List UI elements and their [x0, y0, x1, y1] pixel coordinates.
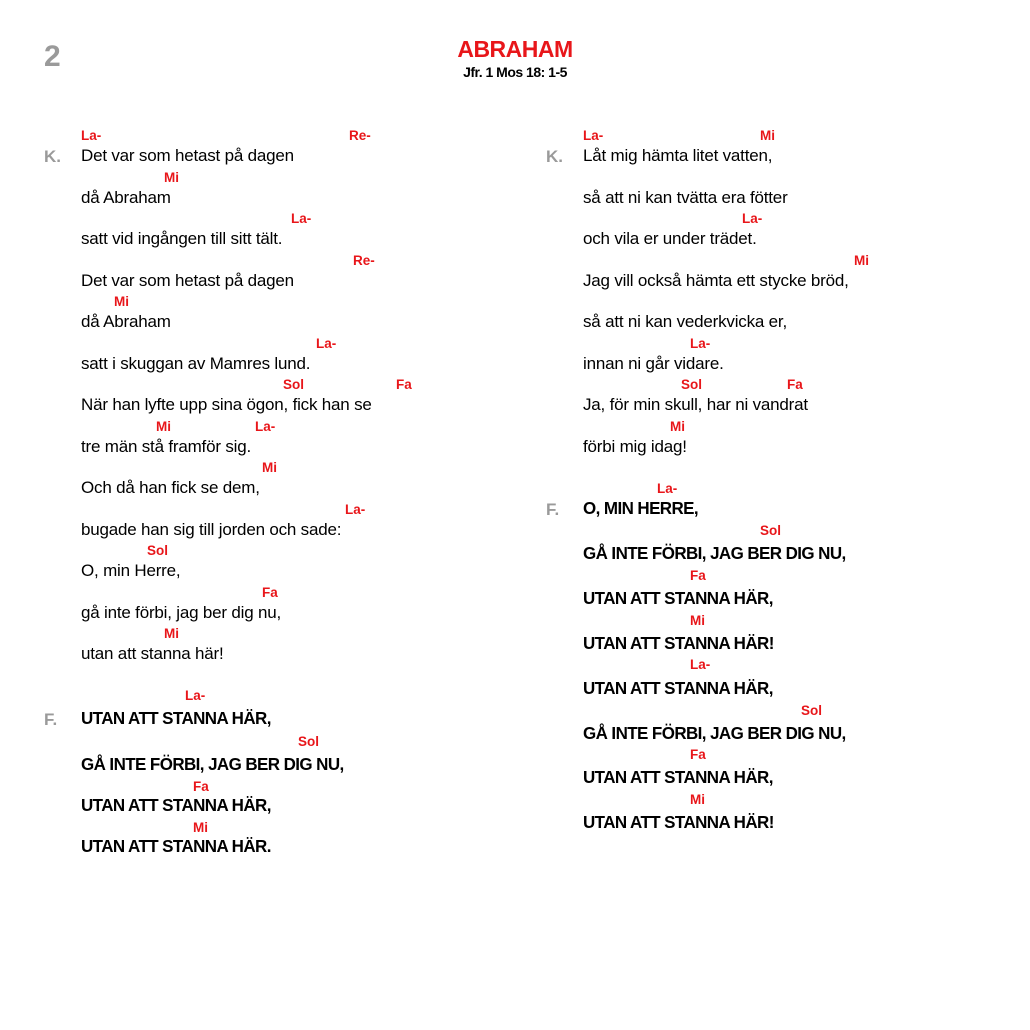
lyric-line: gå inte förbi, jag ber dig nu,: [81, 603, 282, 622]
chord: Mi: [164, 626, 179, 641]
chord: Mi: [670, 419, 685, 434]
chorus-lyric: GÅ INTE FÖRBI, JAG BER DIG NU,: [583, 723, 846, 743]
lyric-line: innan ni går vidare.: [583, 354, 724, 373]
chorus-lyric: UTAN ATT STANNA HÄR,: [81, 708, 271, 728]
chord: Fa: [262, 585, 278, 600]
chorus-lyric: UTAN ATT STANNA HÄR!: [583, 633, 774, 653]
chord: La-: [657, 481, 678, 496]
chord: Mi: [690, 613, 705, 628]
chorus-lyric: UTAN ATT STANNA HÄR,: [583, 767, 773, 787]
chord: Mi: [164, 170, 179, 185]
lyric-line: Det var som hetast på dagen: [81, 271, 294, 290]
chord: Sol: [147, 543, 169, 558]
chord: Mi: [193, 820, 208, 835]
chord: La-: [742, 211, 763, 226]
lyric-line: tre män stå framför sig.: [81, 437, 251, 456]
chorus-lyric: UTAN ATT STANNA HÄR!: [583, 812, 774, 832]
chord: Sol: [283, 377, 305, 392]
chord: Sol: [801, 703, 823, 718]
lyric-line: När han lyfte upp sina ögon, fick han se: [81, 395, 372, 414]
chord: La-: [185, 688, 206, 703]
chord: La-: [690, 336, 711, 351]
chorus-lyric: UTAN ATT STANNA HÄR,: [583, 678, 773, 698]
chorus-lyric: UTAN ATT STANNA HÄR,: [583, 588, 773, 608]
chorus-lyric: GÅ INTE FÖRBI, JAG BER DIG NU,: [583, 543, 846, 563]
lyric-line: Ja, för min skull, har ni vandrat: [583, 395, 808, 414]
chord: Re-: [353, 253, 375, 268]
chord: La-: [690, 657, 711, 672]
chord: Mi: [760, 128, 775, 143]
chord: La-: [345, 502, 366, 517]
chorus-label: F.: [546, 500, 560, 519]
lyric-line: och vila er under trädet.: [583, 229, 757, 248]
chorus-lyric: UTAN ATT STANNA HÄR.: [81, 836, 271, 856]
lyric-line: då Abraham: [81, 188, 171, 207]
chord: Sol: [760, 523, 782, 538]
lyric-line: då Abraham: [81, 312, 171, 331]
chorus-lyric: O, MIN HERRE,: [583, 498, 699, 518]
chord: Sol: [681, 377, 703, 392]
chord: La-: [255, 419, 276, 434]
chord: La-: [81, 128, 102, 143]
chord: Mi: [690, 792, 705, 807]
chord: La-: [316, 336, 337, 351]
lyric-line: Jag vill också hämta ett stycke bröd,: [583, 271, 849, 290]
chord: Fa: [193, 779, 209, 794]
lyric-line: så att ni kan tvätta era fötter: [583, 188, 788, 207]
chord: Fa: [690, 568, 706, 583]
chord: Mi: [262, 460, 277, 475]
lyric-line: Låt mig hämta litet vatten,: [583, 146, 773, 165]
lyric-line: O, min Herre,: [81, 561, 181, 580]
chorus-lyric: UTAN ATT STANNA HÄR,: [81, 795, 271, 815]
chorus-lyric: GÅ INTE FÖRBI, JAG BER DIG NU,: [81, 754, 344, 774]
chorus-label: F.: [44, 710, 58, 729]
chord: Fa: [690, 747, 706, 762]
lyric-line: utan att stanna här!: [81, 644, 224, 663]
lyric-line: förbi mig idag!: [583, 437, 687, 456]
lyric-line: bugade han sig till jorden och sade:: [81, 520, 342, 539]
song-title: ABRAHAM: [457, 36, 573, 62]
lyric-line: så att ni kan vederkvicka er,: [583, 312, 787, 331]
chord: Mi: [854, 253, 869, 268]
chord: La-: [583, 128, 604, 143]
verse-label: K.: [546, 147, 563, 166]
page-number: 2: [44, 40, 61, 73]
verse-label: K.: [44, 147, 61, 166]
lyric-line: Och då han fick se dem,: [81, 478, 260, 497]
chord: Sol: [298, 734, 320, 749]
chord: La-: [291, 211, 312, 226]
chord: Re-: [349, 128, 371, 143]
chord: Fa: [787, 377, 803, 392]
lyric-line: satt i skuggan av Mamres lund.: [81, 354, 311, 373]
chord: Mi: [114, 294, 129, 309]
lyric-line: satt vid ingången till sitt tält.: [81, 229, 283, 248]
song-reference: Jfr. 1 Mos 18: 1-5: [463, 64, 567, 80]
chord: Mi: [156, 419, 171, 434]
lyric-line: Det var som hetast på dagen: [81, 146, 294, 165]
chord: Fa: [396, 377, 412, 392]
